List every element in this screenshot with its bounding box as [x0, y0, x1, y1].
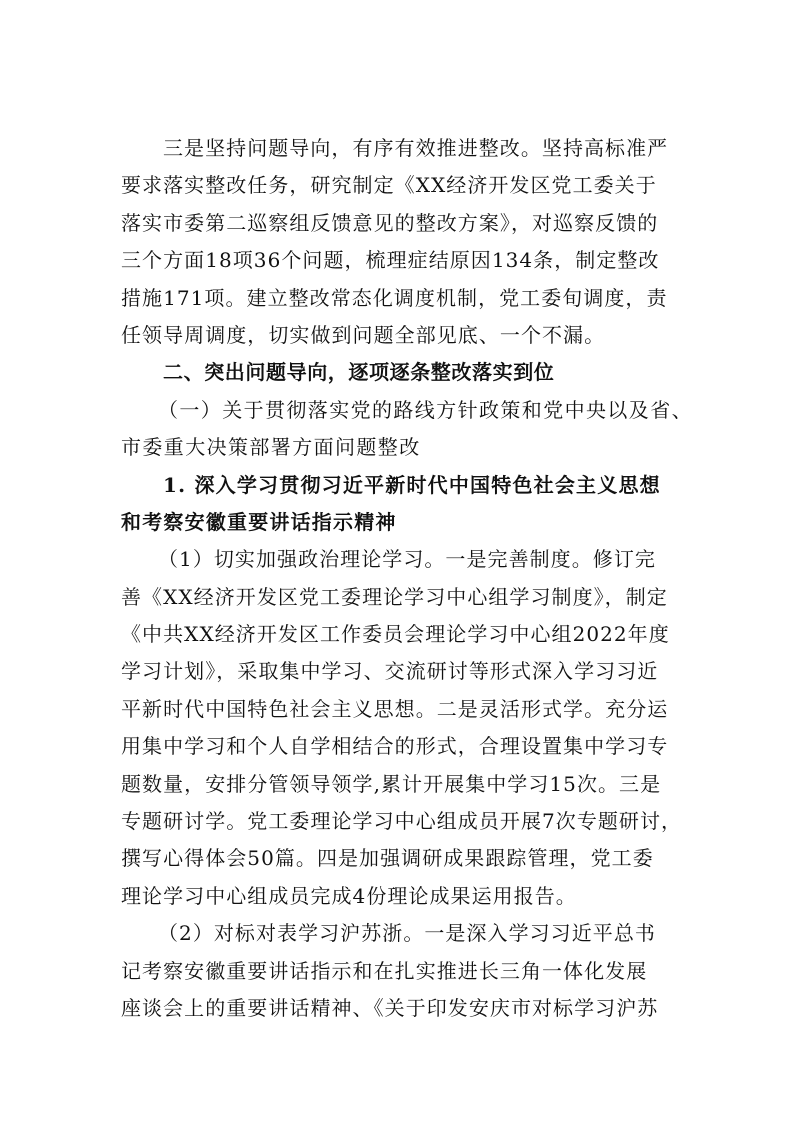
text-line: 平新时代中国特色社会主义思想。二是灵活形式学。充分运: [121, 696, 669, 721]
text-line: 《中共XX经济开发区工作委员会理论学习中心组2022年度: [121, 622, 670, 647]
text-line: 座谈会上的重要讲话精神、《关于印发安庆市对标学习沪苏: [121, 995, 659, 1020]
text-line: 措施171项。建立整改常态化调度机制，党工委旬调度，责: [121, 285, 668, 310]
heading-text: （一）关于贯彻落实党的路线方针政策和党中央以及省、: [158, 397, 693, 422]
item-heading-1: [121, 467, 677, 542]
text-line: 专题研讨学。党工委理论学习中心组成员开展7次专题研讨，: [121, 809, 683, 834]
heading-text: 二、突出问题导向，逐项逐条整改落实到位: [163, 360, 555, 385]
paragraph-political-theory-study: [121, 541, 683, 915]
text-line: 记考察安徽重要讲话指示和在扎实推进长三角一体化发展: [121, 958, 648, 983]
text-line: 三个方面18项36个问题，梳理症结原因134条，制定整改: [121, 248, 660, 273]
document-body: [121, 130, 693, 1027]
text-line: 理论学习中心组成员完成4份理论成果运用报告。: [121, 883, 577, 908]
text-line: 题数量，安排分管领导领学,累计开展集中学习15次。三是: [121, 771, 662, 796]
text-line: 三是坚持问题导向，有序有效推进整改。坚持高标准严: [163, 136, 669, 160]
heading-text: 1. 深入学习贯彻习近平新时代中国特色社会主义思想: [163, 472, 661, 497]
text-line: 落实市委第二巡察组反馈意见的整改方案》，对巡察反馈的: [121, 210, 659, 235]
text-line: 学习计划》，采取集中学习、交流研讨等形式深入学习习近: [121, 659, 659, 684]
heading-text: 市委重大决策部署方面问题整改: [121, 435, 421, 460]
text-line: （1）切实加强政治理论学习。一是完善制度。修订完: [158, 547, 656, 572]
subsection-heading-1: [121, 392, 693, 467]
text-line: （2）对标对表学习沪苏浙。一是深入学习习近平总书: [158, 921, 656, 946]
paragraph-rectification-approach: [121, 130, 677, 354]
text-line: 善《XX经济开发区党工委理论学习中心组学习制度》，制定: [121, 584, 668, 609]
heading-text: 和考察安徽重要讲话指示精神: [121, 509, 397, 534]
text-line: 撰写心得体会50篇。四是加强调研成果跟踪管理，党工委: [121, 846, 654, 871]
section-heading-2: [121, 354, 677, 391]
paragraph-benchmark-learning: [121, 915, 677, 1027]
text-line: 任领导周调度，切实做到问题全部见底、一个不漏。: [121, 322, 606, 347]
text-line: 用集中学习和个人自学相结合的形式，合理设置集中学习专: [121, 734, 669, 759]
text-line: 要求落实整改任务，研究制定《XX经济开发区党工委关于: [121, 173, 657, 198]
